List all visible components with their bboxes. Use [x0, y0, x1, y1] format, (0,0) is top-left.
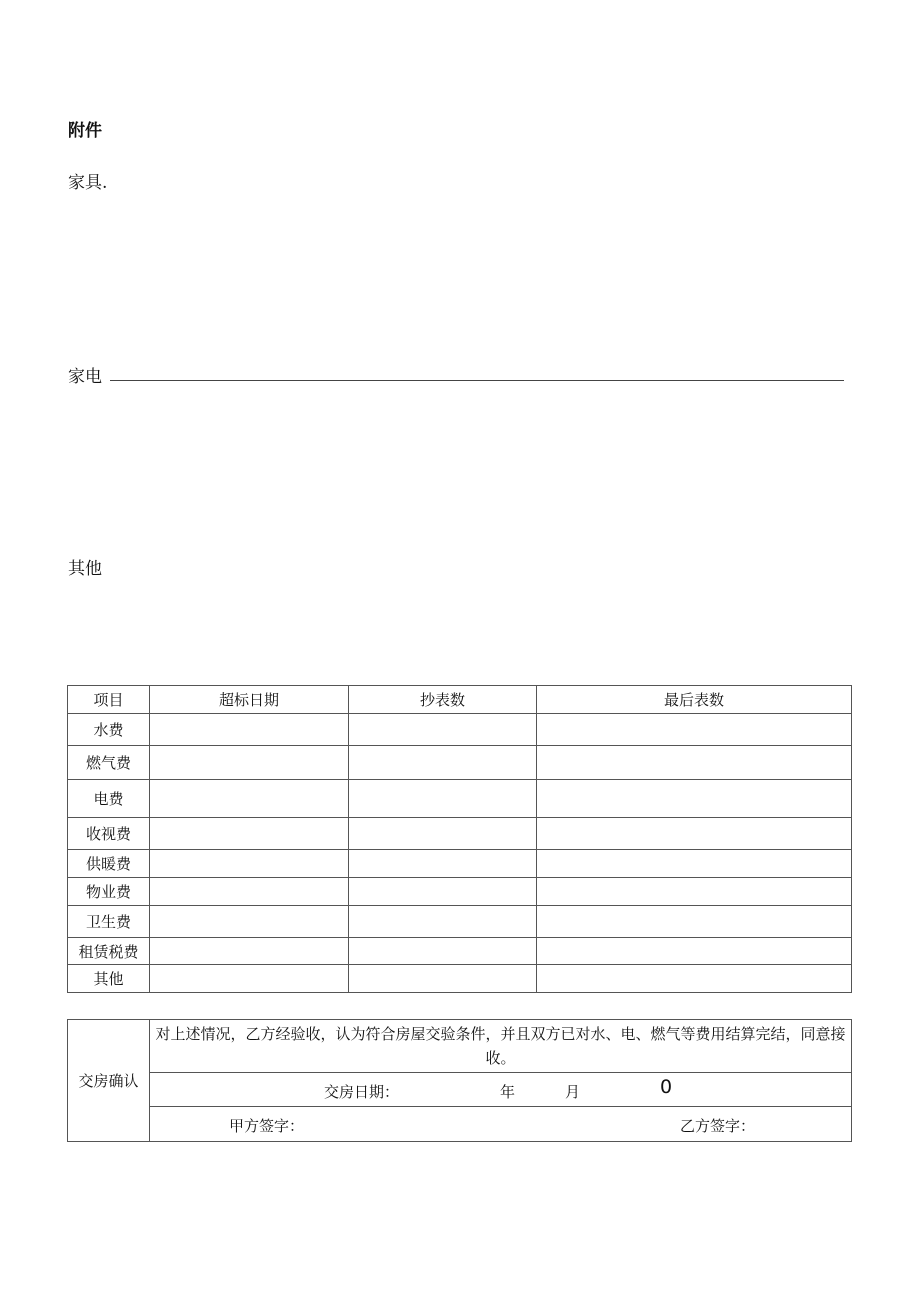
cell-tv-reading[interactable]	[349, 818, 537, 850]
cell-property-final[interactable]	[537, 878, 852, 906]
header-item: 项目	[68, 686, 150, 714]
cell-heating-date[interactable]	[150, 850, 349, 878]
cell-other-reading[interactable]	[349, 965, 537, 993]
header-meter-reading: 抄表数	[349, 686, 537, 714]
row-label-rental-tax: 租赁税费	[68, 938, 150, 965]
day-value[interactable]: 0	[660, 1076, 673, 1098]
table-row	[68, 818, 852, 850]
cell-other-final[interactable]	[537, 965, 852, 993]
handover-date-label: 交房日期：	[324, 1083, 400, 1101]
handover-title: 交房确认	[68, 1020, 150, 1142]
handover-date-row	[150, 1073, 852, 1107]
table-row	[68, 906, 852, 938]
cell-water-date[interactable]	[150, 714, 349, 746]
table-row	[68, 965, 852, 993]
cell-tv-date[interactable]	[150, 818, 349, 850]
appliances-fill-line[interactable]	[110, 380, 844, 381]
table-row	[68, 780, 852, 818]
row-label-heating: 供暖费	[68, 850, 150, 878]
cell-sanitation-date[interactable]	[150, 906, 349, 938]
row-label-gas: 燃气费	[68, 746, 150, 780]
cell-property-reading[interactable]	[349, 878, 537, 906]
cell-sanitation-reading[interactable]	[349, 906, 537, 938]
fee-table	[67, 685, 852, 993]
handover-signature-row	[150, 1107, 852, 1142]
table-row	[68, 878, 852, 906]
row-label-property: 物业费	[68, 878, 150, 906]
handover-table	[67, 1019, 852, 1142]
other-label: 其他	[68, 559, 102, 579]
cell-electricity-date[interactable]	[150, 780, 349, 818]
row-label-electricity: 电费	[68, 780, 150, 818]
cell-sanitation-final[interactable]	[537, 906, 852, 938]
cell-property-date[interactable]	[150, 878, 349, 906]
cell-water-final[interactable]	[537, 714, 852, 746]
party-b-signature-label: 乙方签字：	[680, 1117, 756, 1135]
page-heading: 附件	[68, 121, 102, 141]
header-final-reading: 最后表数	[537, 686, 852, 714]
row-label-water: 水费	[68, 714, 150, 746]
cell-tv-final[interactable]	[537, 818, 852, 850]
header-overdue-date: 超标日期	[150, 686, 349, 714]
month-label: 月	[565, 1083, 581, 1101]
handover-statement: 对上述情况，乙方经验收，认为符合房屋交验条件，并且双方已对水、电、燃气等费用结算完结，同意接收。	[150, 1020, 852, 1073]
table-row	[68, 938, 852, 965]
cell-gas-date[interactable]	[150, 746, 349, 780]
cell-water-reading[interactable]	[349, 714, 537, 746]
cell-rental-tax-final[interactable]	[537, 938, 852, 965]
row-label-other: 其他	[68, 965, 150, 993]
cell-heating-final[interactable]	[537, 850, 852, 878]
cell-other-date[interactable]	[150, 965, 349, 993]
row-label-sanitation: 卫生费	[68, 906, 150, 938]
furniture-label: 家具.	[68, 173, 108, 193]
table-row	[68, 746, 852, 780]
cell-rental-tax-date[interactable]	[150, 938, 349, 965]
party-a-signature-label: 甲方签字：	[229, 1117, 305, 1135]
cell-gas-final[interactable]	[537, 746, 852, 780]
table-row	[68, 850, 852, 878]
table-row	[68, 714, 852, 746]
cell-electricity-final[interactable]	[537, 780, 852, 818]
row-label-tv: 收视费	[68, 818, 150, 850]
cell-rental-tax-reading[interactable]	[349, 938, 537, 965]
cell-electricity-reading[interactable]	[349, 780, 537, 818]
fee-table-header	[68, 686, 852, 714]
year-label: 年	[500, 1083, 516, 1101]
cell-gas-reading[interactable]	[349, 746, 537, 780]
cell-heating-reading[interactable]	[349, 850, 537, 878]
appliances-label: 家电	[68, 367, 102, 387]
